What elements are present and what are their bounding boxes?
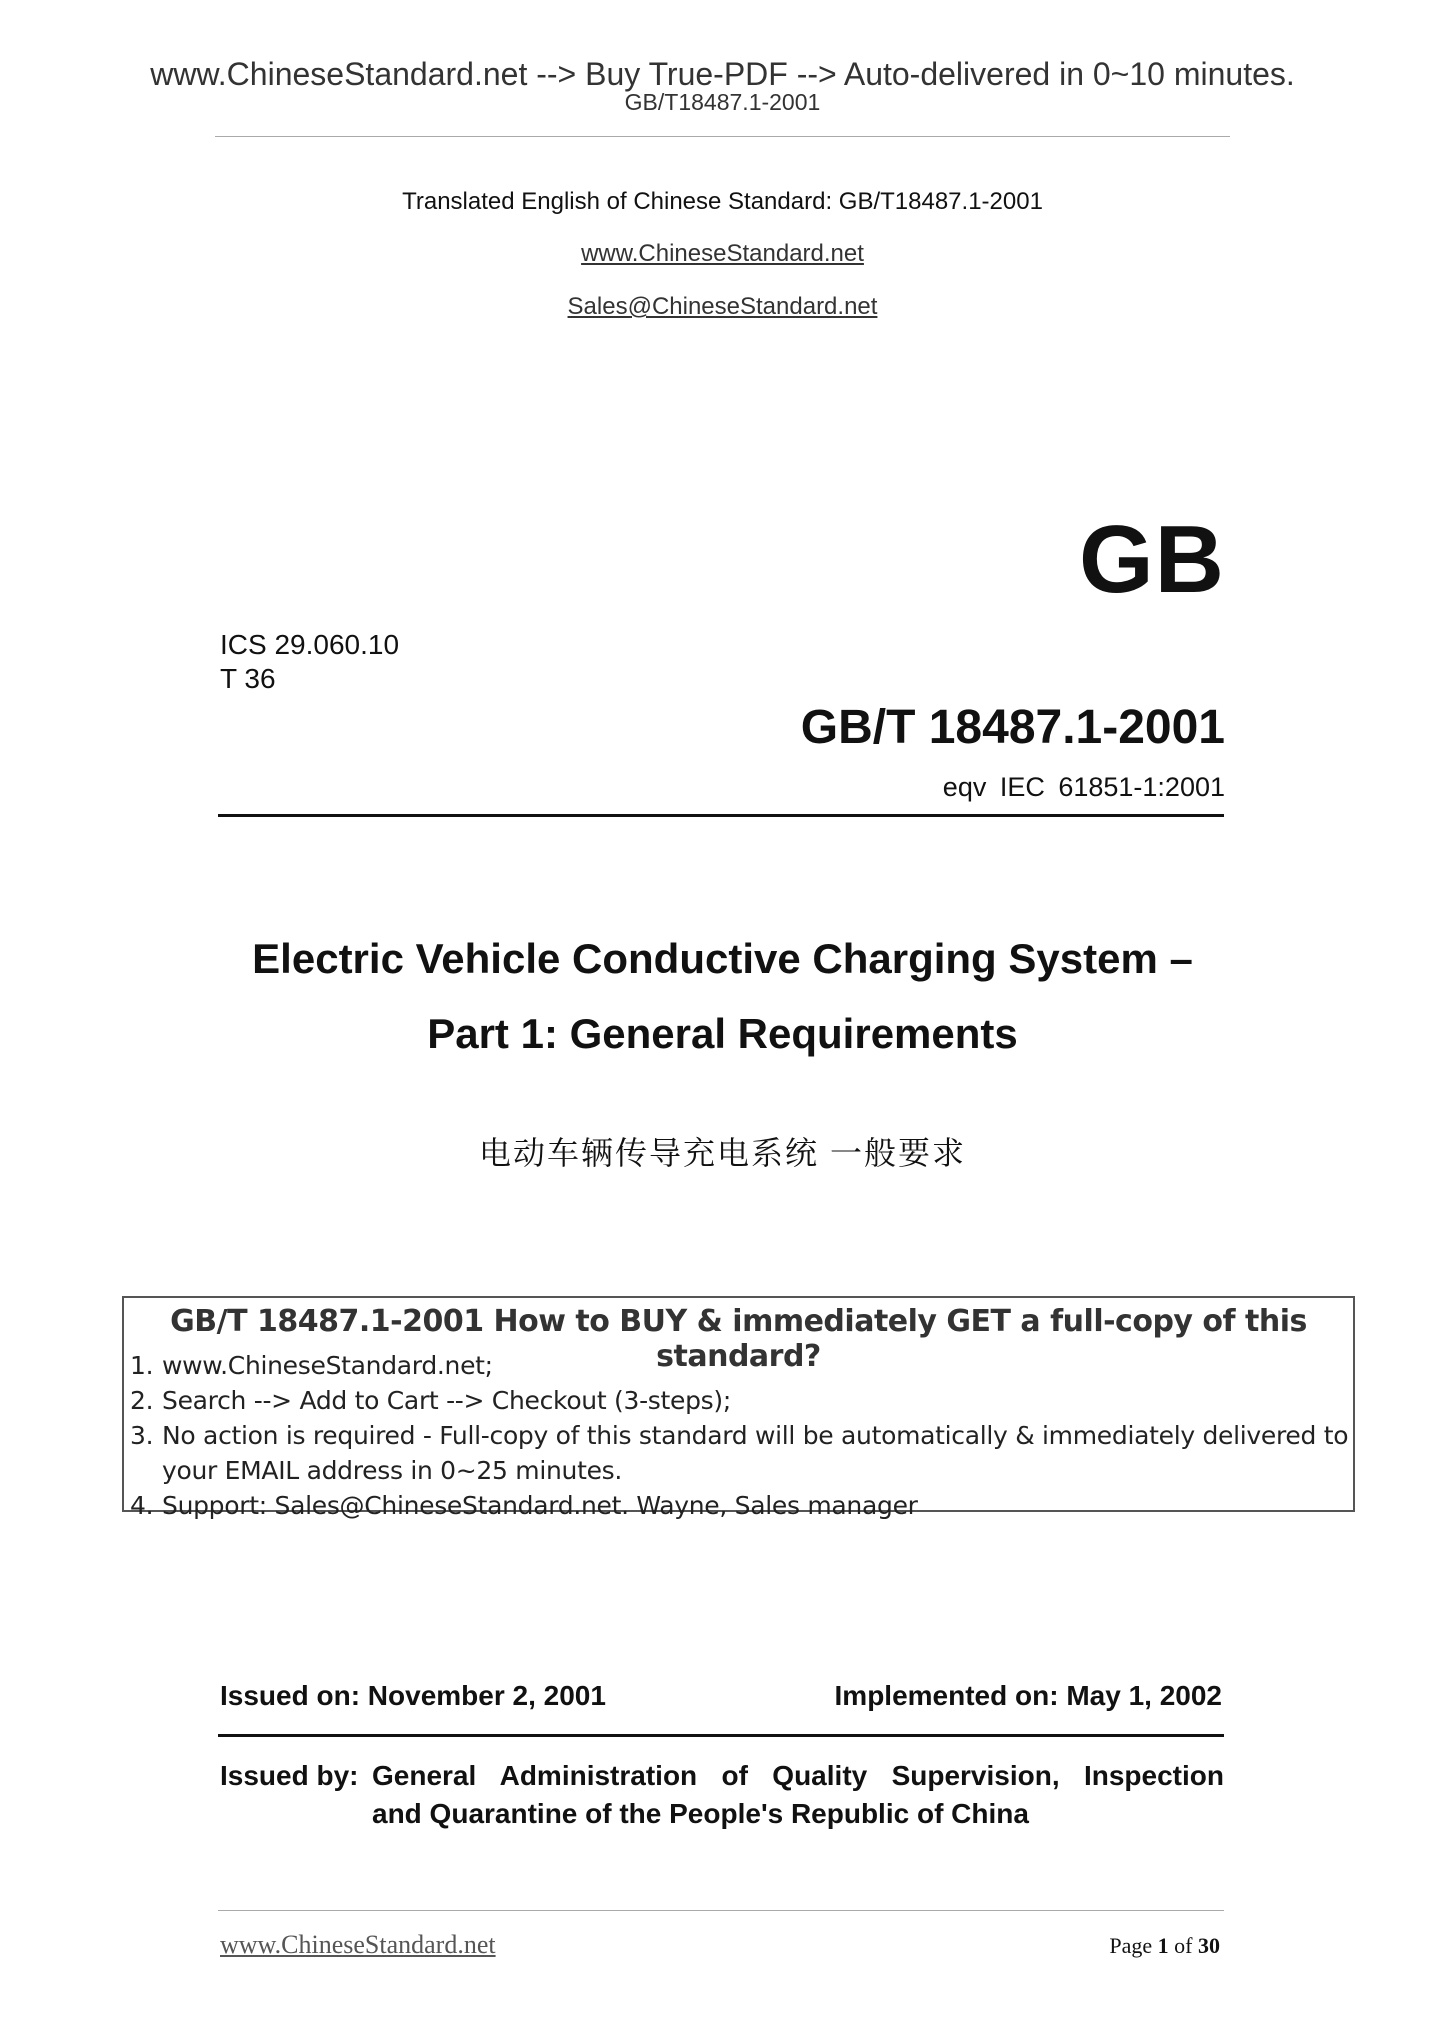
issued-by-label: Issued by:	[220, 1760, 359, 1791]
classification-block	[220, 628, 399, 696]
ics-code: ICS 29.060.10	[220, 629, 400, 660]
title-line-2: Part 1: General Requirements	[427, 1010, 1018, 1057]
classification-code: T 36	[220, 663, 276, 694]
title-line-1: Electric Vehicle Conductive Charging System –	[252, 935, 1193, 982]
page-total: 30	[1198, 1933, 1220, 1958]
issue-divider	[218, 1734, 1224, 1737]
standard-number: GB/T 18487.1-2001	[800, 701, 1225, 754]
purchase-steps-list	[130, 1348, 1348, 1523]
equivalence-note: eqv IEC 61851-1:2001	[942, 772, 1225, 802]
chinese-title: 电动车辆传导充电系统 一般要求	[479, 1135, 966, 1171]
header-standard-code: GB/T18487.1-2001	[624, 89, 821, 115]
list-item: 4. Support: Sales@ChineseStandard.net. Wayne, Sales manager	[130, 1491, 918, 1520]
implemented-on-date: Implemented on: May 1, 2002	[834, 1680, 1222, 1711]
top-banner[interactable]: www.ChineseStandard.net --> Buy True-PDF --> Auto-delivered in 0~10 minutes.	[150, 56, 1295, 92]
page-current: 1	[1157, 1933, 1169, 1958]
list-item-continuation: your EMAIL address in 0~25 minutes.	[162, 1456, 623, 1485]
footer-website-link[interactable]: www.ChineseStandard.net	[220, 1930, 496, 1959]
purchase-box-title: GB/T 18487.1-2001 How to BUY & immediately GET a full-copy of this standard?	[170, 1304, 1307, 1374]
footer-divider	[218, 1910, 1224, 1911]
issued-on-date: Issued on: November 2, 2001	[220, 1680, 606, 1711]
purchase-info-box	[122, 1296, 1355, 1520]
gb-logo: GB	[1079, 506, 1225, 613]
list-item: 1. www.ChineseStandard.net;	[130, 1351, 493, 1380]
translated-line: Translated English of Chinese Standard: GB/T18487.1-2001	[402, 188, 1043, 215]
title-divider	[218, 814, 1224, 817]
list-item-link[interactable]: www.ChineseStandard.net;	[162, 1351, 493, 1380]
list-item: 3. No action is required - Full-copy of this standard will be automatically & immediately delivered to	[130, 1421, 1349, 1450]
issued-by-block	[220, 1757, 1224, 1833]
email-link[interactable]: Sales@ChineseStandard.net	[567, 293, 878, 320]
issuing-authority-line-2: and Quarantine of the People's Republic of China	[372, 1798, 1029, 1829]
list-item: 2. Search --> Add to Cart --> Checkout (3-steps);	[130, 1386, 731, 1415]
header-divider	[215, 136, 1230, 137]
website-link[interactable]: www.ChineseStandard.net	[581, 240, 864, 267]
issuing-authority-line-1: General Administration of Quality Supervision, Inspection	[372, 1760, 1224, 1791]
page-indicator: Page 1 of 30	[1109, 1933, 1220, 1958]
